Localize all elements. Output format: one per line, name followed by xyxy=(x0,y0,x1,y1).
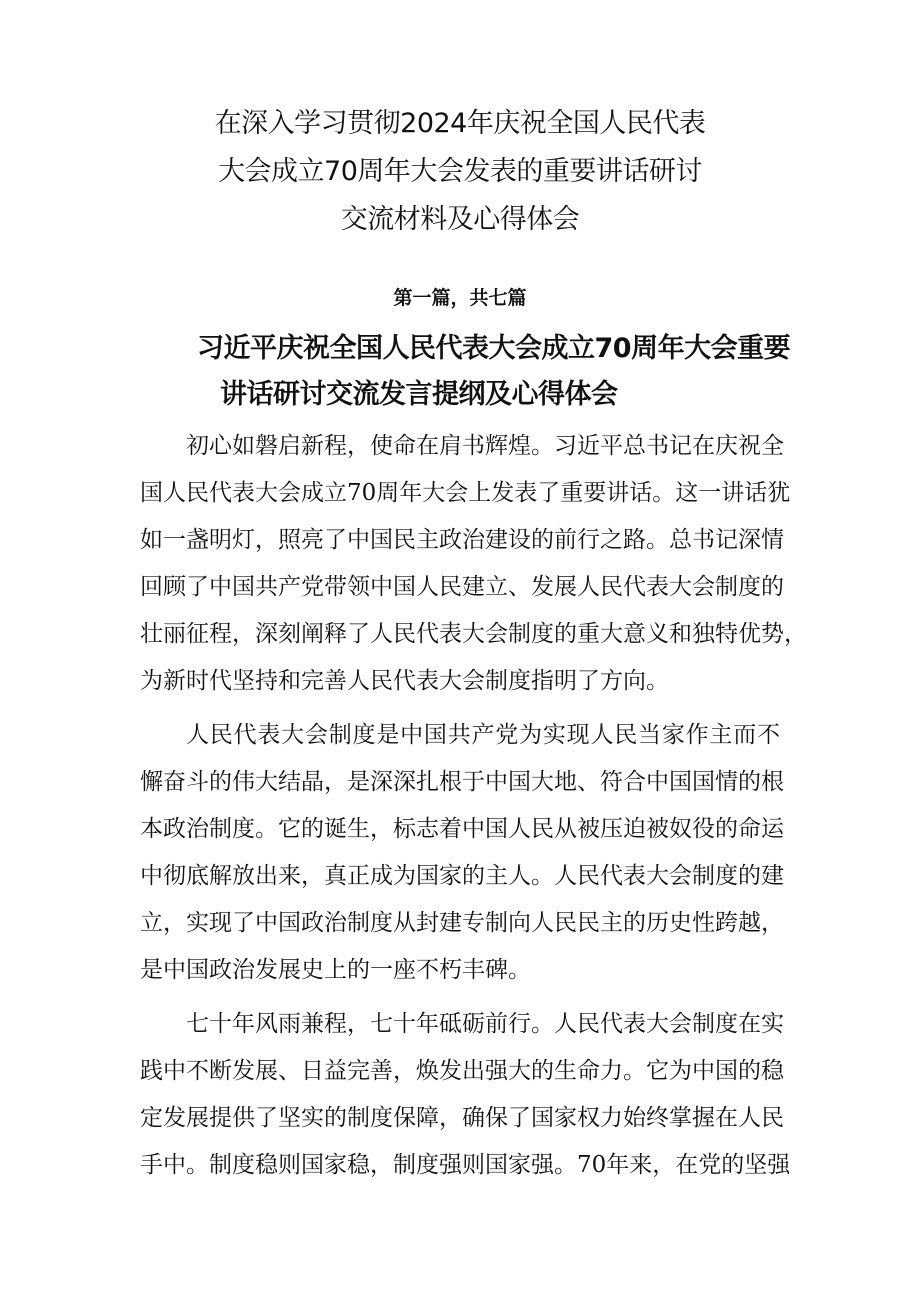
paragraph-2 xyxy=(140,712,784,994)
paragraph-line: 懈奋斗的伟大结晶，是深深扎根于中国大地、符合中国国情的根 xyxy=(140,769,784,795)
section-label: 第一篇，共七篇 xyxy=(393,287,527,309)
article-title xyxy=(140,326,800,418)
document-title-line: 在深入学习贯彻2024年庆祝全国人民代表 xyxy=(214,108,706,139)
paragraph-line: 为新时代坚持和完善人民代表大会制度指明了方向。 xyxy=(140,668,669,694)
paragraph-line: 中彻底解放出来，真正成为国家的主人。人民代表大会制度的建 xyxy=(140,863,784,889)
paragraph-line: 人民代表大会制度是中国共产党为实现人民当家作主而不 xyxy=(186,722,780,748)
paragraph-line: 践中不断发展、日益完善，焕发出强大的生命力。它为中国的稳 xyxy=(140,1058,784,1084)
document-title-line: 交流材料及心得体会 xyxy=(340,204,580,235)
paragraph-3 xyxy=(140,1001,791,1189)
paragraph-line: 回顾了中国共产党带领中国人民建立、发展人民代表大会制度的 xyxy=(140,574,784,600)
paragraph-line: 七十年风雨兼程，七十年砥砺前行。人民代表大会制度在实 xyxy=(186,1011,784,1037)
paragraph-line: 立，实现了中国政治制度从封建专制向人民民主的历史性跨越， xyxy=(140,910,784,936)
paragraph-line: 壮丽征程，深刻阐释了人民代表大会制度的重大意义和独特优势， xyxy=(140,621,807,647)
article-title-line: 讲话研讨交流发言提纲及心得体会 xyxy=(220,379,618,410)
paragraph-line: 国人民代表大会成立70周年大会上发表了重要讲话。这一讲话犹 xyxy=(140,480,791,506)
paragraph-line: 本政治制度。它的诞生，标志着中国人民从被压迫被奴役的命运 xyxy=(140,816,784,842)
document-title-line: 大会成立70周年大会发表的重要讲话研讨 xyxy=(218,156,702,187)
paragraph-1 xyxy=(140,423,807,705)
paragraph-line: 是中国政治发展史上的一座不朽丰碑。 xyxy=(140,957,531,983)
paragraph-line: 初心如磐启新程，使命在肩书辉煌。习近平总书记在庆祝全 xyxy=(186,433,784,459)
paragraph-line: 定发展提供了坚实的制度保障，确保了国家权力始终掌握在人民 xyxy=(140,1105,784,1131)
article-title-line: 习近平庆祝全国人民代表大会成立70周年大会重要 xyxy=(197,333,791,364)
article-body xyxy=(140,423,807,1196)
paragraph-line: 手中。制度稳则国家稳，制度强则国家强。70年来，在党的坚强 xyxy=(140,1152,791,1178)
document-title xyxy=(0,100,920,244)
paragraph-line: 如一盏明灯，照亮了中国民主政治建设的前行之路。总书记深情 xyxy=(140,527,784,553)
